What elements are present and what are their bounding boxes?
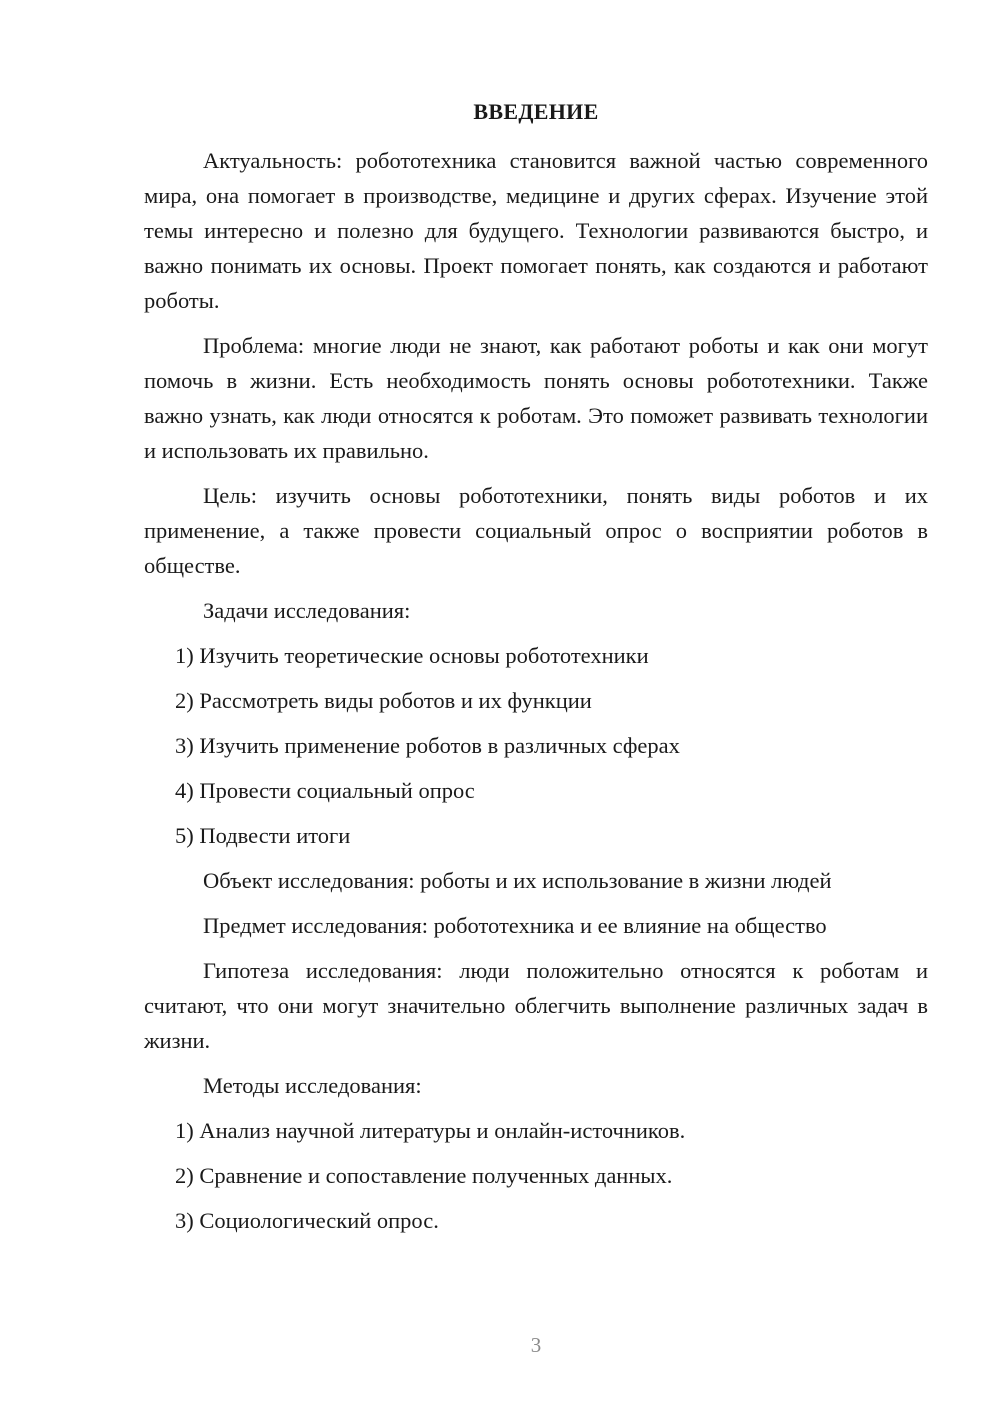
method-item: 1) Анализ научной литературы и онлайн-источников.: [175, 1118, 686, 1143]
page-number: 3: [530, 1333, 542, 1357]
hypothesis-paragraph: Гипотеза исследования: люди положительно относятся к роботам и считают, что они могут значительно облегчить выполнение различных задач в жизни.: [144, 958, 928, 1053]
research-object: Объект исследования: роботы и их использование в жизни людей: [203, 868, 832, 893]
task-item: 5) Подвести итоги: [175, 823, 351, 848]
task-item: 4) Провести социальный опрос: [175, 778, 475, 803]
task-item: 1) Изучить теоретические основы робототехники: [175, 643, 649, 668]
task-item: 3) Изучить применение роботов в различных сферах: [175, 733, 680, 758]
section-title: ВВЕДЕНИЕ: [473, 99, 599, 124]
document-page: [144, 94, 928, 1248]
methods-heading: Методы исследования:: [203, 1073, 422, 1098]
task-item: 2) Рассмотреть виды роботов и их функции: [175, 688, 592, 713]
methods-list: [144, 1113, 928, 1238]
method-item: 2) Сравнение и сопоставление полученных данных.: [175, 1163, 673, 1188]
goal-paragraph: Цель: изучить основы робототехники, понять виды роботов и их применение, а также провести социальный опрос о восприятии роботов в обществе.: [144, 483, 928, 578]
research-subject: Предмет исследования: робототехника и ее влияние на общество: [203, 913, 827, 938]
tasks-list: [144, 638, 928, 853]
relevance-paragraph: Актуальность: робототехника становится важной частью современного мира, она помогает в производстве, медицине и других сферах. Изучение этой темы интересно и полезно для будущего. Технологии развиваются быстро, и важно понимать их основы. Проект помогает понять, как создаются и работают роботы.: [144, 148, 928, 313]
problem-paragraph: Проблема: многие люди не знают, как работают роботы и как они могут помочь в жизни. Есть необходимость понять основы робототехники. Также важно узнать, как люди относятся к роботам. Это поможет развивать технологии и использовать их правильно.: [144, 333, 928, 463]
tasks-heading: Задачи исследования:: [203, 598, 411, 623]
method-item: 3) Социологический опрос.: [175, 1208, 439, 1233]
